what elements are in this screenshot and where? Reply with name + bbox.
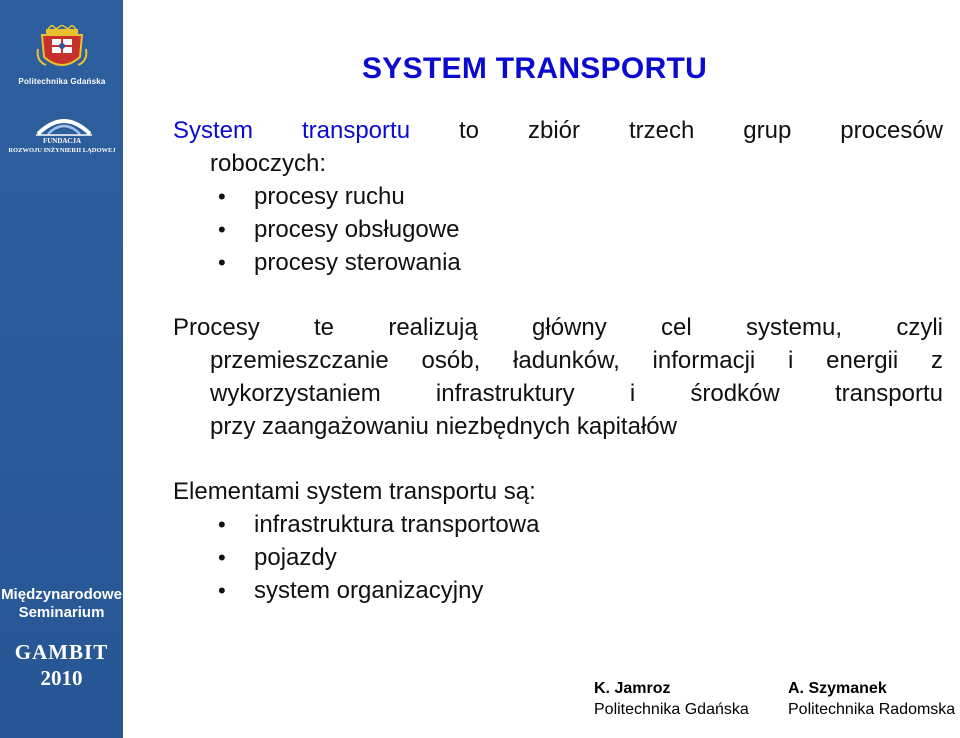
purpose-paragraph	[173, 311, 943, 443]
seminar-line2: Seminarium	[18, 604, 105, 621]
author-2	[788, 678, 955, 720]
author-name: K. Jamroz	[594, 680, 671, 697]
fundacja-logo	[4, 112, 120, 166]
list-item: • infrastruktura transportowa	[218, 508, 539, 541]
bridge-arc-icon	[34, 112, 94, 136]
sidebar	[0, 0, 123, 738]
event-name: GAMBIT	[14, 640, 109, 664]
intro-paragraph	[173, 114, 943, 180]
list-item: • pojazdy	[218, 541, 539, 574]
intro-line-2: roboczych:	[210, 150, 327, 177]
author-affiliation: Politechnika Gdańska	[594, 701, 749, 718]
list-item: • procesy ruchu	[218, 180, 461, 213]
intro-line1-rest: to zbiór trzech grup procesów	[410, 117, 943, 144]
list-item: • procesy sterowania	[218, 246, 461, 279]
intro-term: System transportu	[173, 117, 411, 144]
author-name: A. Szymanek	[788, 680, 887, 697]
list-item: • procesy obsługowe	[218, 213, 461, 246]
purpose-line: wykorzystaniem infrastruktury i środków transportu	[210, 380, 943, 407]
politechnika-gdanska-logo	[14, 25, 110, 95]
purpose-line: przemieszczanie osób, ładunków, informacji i energii z	[210, 347, 943, 374]
fundacja-line2: ROZWOJU INŻYNIERII LĄDOWEJ	[8, 147, 116, 154]
author-affiliation: Politechnika Radomska	[788, 701, 956, 718]
politechnika-gdanska-label: Politechnika Gdańska	[18, 77, 106, 86]
elements-heading-text: Elementami system transportu są:	[173, 478, 536, 505]
elements-heading	[173, 475, 943, 508]
process-groups-list	[218, 180, 461, 279]
elements-list	[218, 508, 539, 607]
purpose-line: przy zaangażowaniu niezbędnych kapitałów	[210, 413, 677, 440]
intro-line-1	[173, 114, 943, 147]
crest-icon	[36, 25, 88, 75]
purpose-line: Procesy te realizują główny cel systemu, czyli	[173, 314, 943, 341]
slide-title: SYSTEM TRANSPORTU	[362, 52, 708, 85]
author-1	[594, 678, 749, 720]
list-item: • system organizacyjny	[218, 574, 539, 607]
event-year: 2010	[40, 666, 83, 690]
seminar-line1: Międzynarodowe	[1, 586, 122, 603]
fundacja-line1: FUNDACJA	[42, 137, 82, 145]
